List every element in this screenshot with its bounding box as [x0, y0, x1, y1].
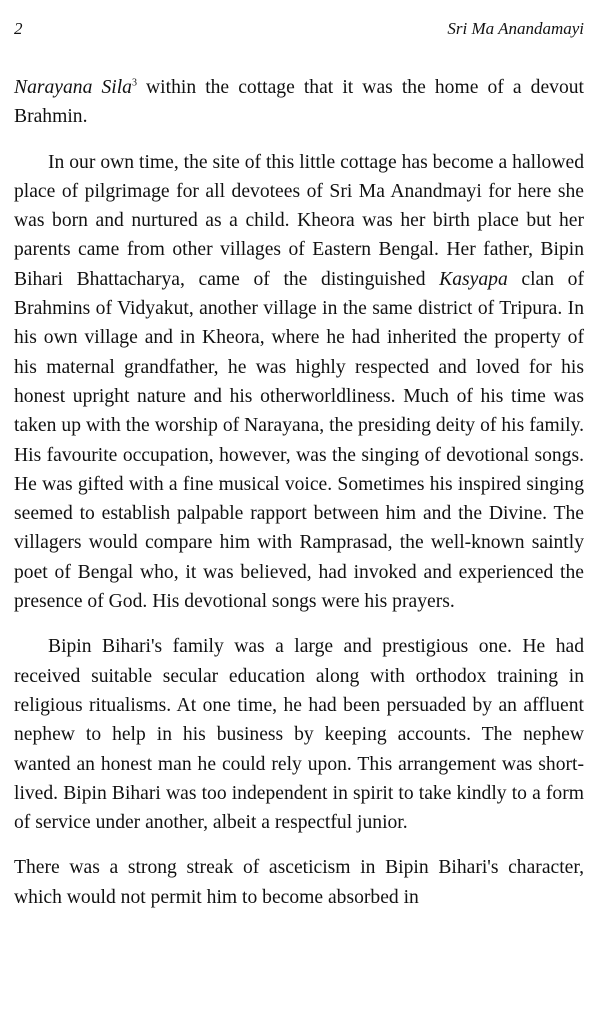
paragraph-text: There was a strong streak of asceticism in Bipin Bihari's character, which would not permit him to become absorbed in [14, 857, 584, 908]
paragraph-text: clan of Brahmins of Vidyakut, another village in the same district of Tripura. In his own village and in Kheora, where he had inherited the property of his maternal grandfather, he was highly respected and loved for his honest upright nature and his otherworldliness. Much of his time was taken up with the worship of Narayana, the presiding deity of his family. His favourite occupation, however, was the singing of devotional songs. He was gifted with a fine musical voice. Sometimes his inspired singing seemed to establish palpable rapport between him and the Divine. The villagers would compare him with Ramprasad, the well-known saintly poet of Bengal who, it was believed, had invoked and experienced the presence of God. His devotional songs were his prayers. [14, 268, 584, 613]
italic-term-narayana-sila: Narayana Sila [14, 77, 132, 98]
paragraph-text: In our own time, the site of this little cottage has become a hallowed place of pilgrimage for all devotees of Sri Ma Anandmayi for here she was born and nurtured as a child. Kheora was her birth place but her parents came from other villages of Eastern Bengal. Her father, Bipin Bihari Bhattacharya, came of the distinguished [14, 151, 584, 290]
book-page [14, 0, 584, 1026]
page-number: 2 [14, 19, 23, 38]
body-text [14, 73, 584, 912]
paragraph-father [14, 148, 584, 617]
paragraph-text: Bipin Bihari's family was a large and prestigious one. He had received suitable secular education along with orthodox training in religious ritualisms. At one time, he had been persuaded by an affluent nephew to help in his business by keeping accounts. The nephew wanted an honest man he could rely upon. This arrangement was short-lived. Bipin Bihari was too independent in spirit to take kindly to a form of service under another, albeit a respectful junior. [14, 636, 584, 834]
paragraph-family [14, 632, 584, 837]
paragraph-asceticism [14, 853, 584, 912]
paragraph-text: within the cottage that it was the home of a devout Brahmin. [14, 77, 584, 128]
running-header [14, 19, 584, 41]
paragraph-continued [14, 73, 584, 132]
footnote-marker: 3 [131, 77, 137, 89]
italic-term-kasyapa: Kasyapa [439, 268, 508, 290]
running-title: Sri Ma Anandamayi [447, 19, 584, 38]
